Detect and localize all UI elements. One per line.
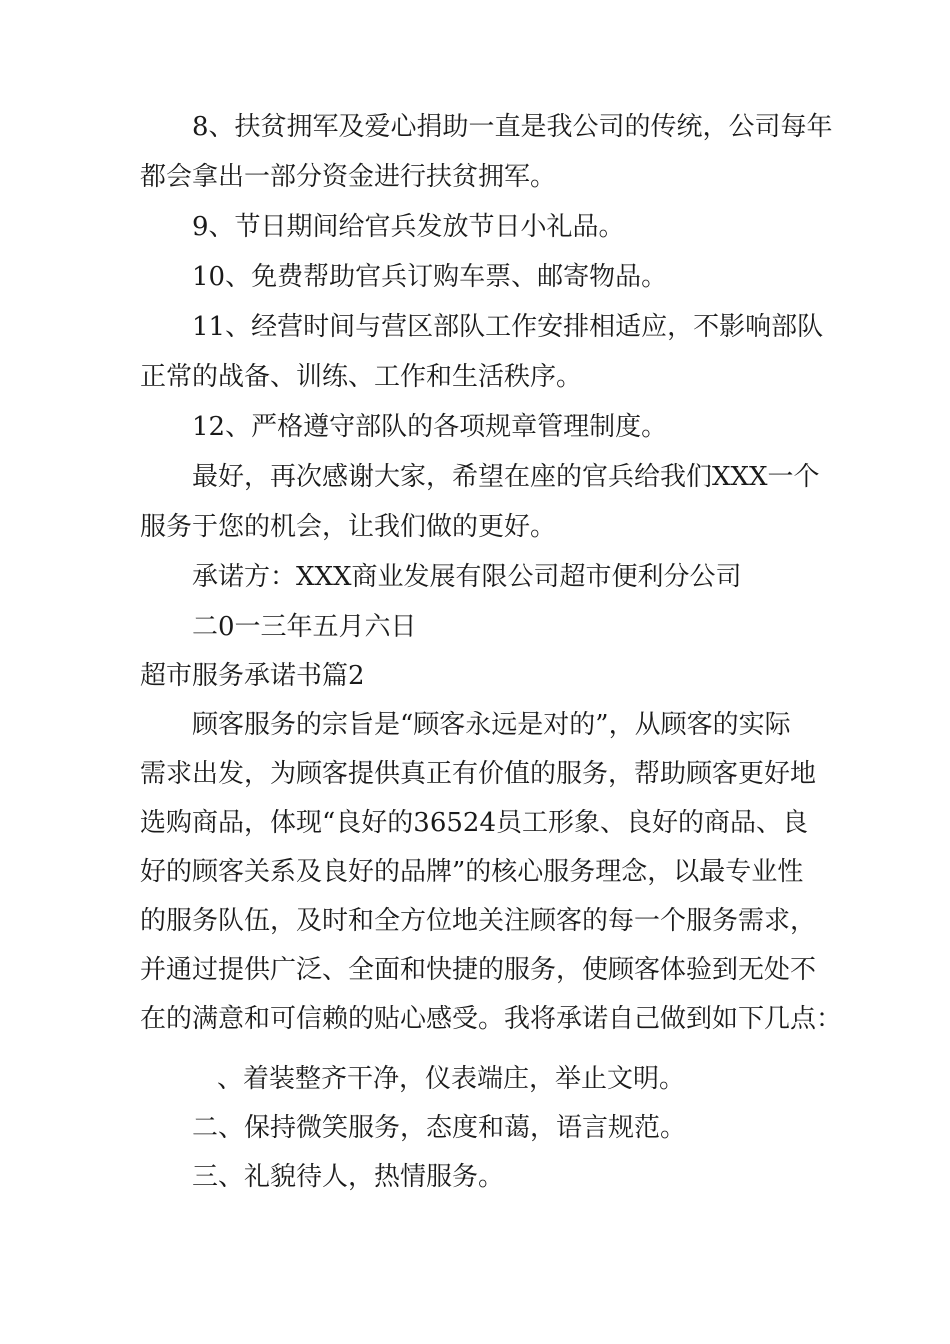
text-line: 在的满意和可信赖的贴心感受。我将承诺自己做到如下几点： bbox=[140, 1004, 843, 1034]
date-line: 二0一三年五月六日 bbox=[192, 612, 417, 642]
text-line: 都会拿出一部分资金进行扶贫拥军。 bbox=[140, 162, 557, 192]
text-line: 服务于您的机会，让我们做的更好。 bbox=[140, 512, 557, 542]
text-line: 最好，再次感谢大家，希望在座的官兵给我们XXX一个 bbox=[192, 462, 820, 492]
text-line: 需求出发，为顾客提供真正有价值的服务，帮助顾客更好地 bbox=[140, 759, 817, 789]
text-line: 11、经营时间与营区部队工作安排相适应，不影响部队 bbox=[192, 312, 824, 342]
list-item: 三、礼貌待人，热情服务。 bbox=[192, 1162, 505, 1192]
list-item: 、着装整齐干净，仪表端庄，举止文明。 bbox=[217, 1064, 686, 1094]
text-line: 顾客服务的宗旨是“顾客永远是对的”，从顾客的实际 bbox=[192, 710, 791, 740]
text-line: 10、免费帮助官兵订购车票、邮寄物品。 bbox=[192, 262, 668, 292]
text-line: 并通过提供广泛、全面和快捷的服务，使顾客体验到无处不 bbox=[140, 955, 817, 985]
signatory-line: 承诺方：XXX商业发展有限公司超市便利分公司 bbox=[192, 562, 742, 592]
text-line: 选购商品，体现“良好的36524员工形象、良好的商品、良 bbox=[140, 808, 809, 838]
text-line: 9、节日期间给官兵发放节日小礼品。 bbox=[192, 212, 625, 242]
text-line: 8、扶贫拥军及爱心捐助一直是我公司的传统，公司每年 bbox=[192, 112, 833, 142]
text-line: 的服务队伍，及时和全方位地关注顾客的每一个服务需求， bbox=[140, 906, 817, 936]
section-heading: 超市服务承诺书篇2 bbox=[140, 661, 365, 691]
text-line: 正常的战备、训练、工作和生活秩序。 bbox=[140, 362, 583, 392]
text-line: 好的顾客关系及良好的品牌”的核心服务理念，以最专业性 bbox=[140, 857, 804, 887]
list-item: 二、保持微笑服务，态度和蔼，语言规范。 bbox=[192, 1113, 687, 1143]
text-line: 12、严格遵守部队的各项规章管理制度。 bbox=[192, 412, 668, 442]
